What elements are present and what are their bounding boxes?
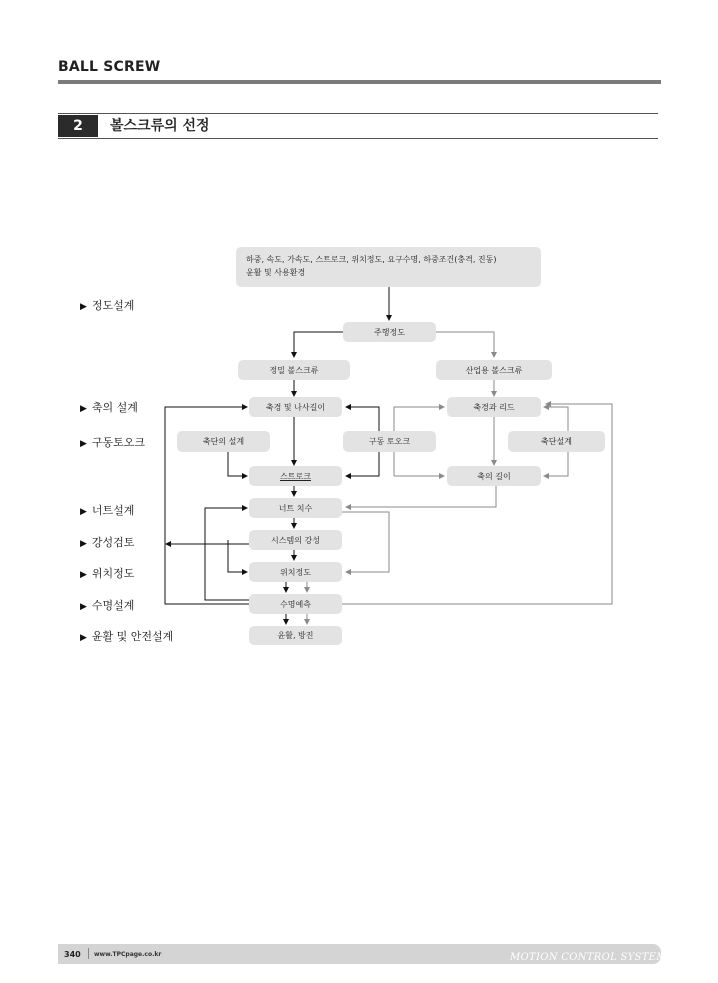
side-label-nut: ▶ 너트설계 [80, 504, 135, 517]
side-label-rigidity: ▶ 강성검토 [80, 536, 135, 549]
arrow-enddesign-right-to-lead [544, 452, 568, 476]
node-end-design-left: 축단의 설계 [177, 431, 270, 452]
arrow-accuracy-to-industrial [436, 332, 494, 357]
section-number: 2 [58, 115, 98, 137]
footer-separator [88, 948, 89, 959]
node-requirements [236, 247, 541, 287]
side-label-life: ▶ 수명설계 [80, 599, 135, 612]
loop-life-to-nut [205, 508, 249, 600]
triangle-bullet-icon: ▶ [80, 439, 87, 449]
node-shaft-length: 축의 길이 [447, 466, 541, 486]
header-title: BALL SCREW [58, 59, 161, 75]
loop-nut-to-position-gray [342, 512, 389, 572]
stroke-label: 스트로크 [280, 471, 311, 481]
node-life-estimate: 수명예측 [249, 594, 342, 614]
side-label-torque: ▶ 구동토오크 [80, 436, 146, 449]
triangle-bullet-icon: ▶ [80, 302, 87, 312]
side-label-shaft: ▶ 축의 설계 [80, 401, 138, 414]
side-label-lube: ▶ 윤활 및 안전설계 [80, 630, 174, 643]
node-diameter-lead: 축경과 리드 [447, 397, 541, 417]
node-system-rigidity: 시스템의 강성 [249, 530, 342, 550]
triangle-bullet-icon: ▶ [80, 404, 87, 414]
arrow-enddesign-to-stroke [228, 452, 247, 476]
arrow-accuracy-to-precision [294, 332, 343, 357]
node-drive-torque: 구동 토오크 [343, 431, 436, 452]
side-label-position: ▶ 위치정도 [80, 567, 135, 580]
triangle-bullet-icon: ▶ [80, 570, 87, 580]
node-stroke [249, 466, 342, 486]
triangle-bullet-icon: ▶ [80, 602, 87, 612]
side-label-accuracy: ▶ 정도설계 [80, 299, 135, 312]
arrow-enddesign-right-up [544, 407, 568, 431]
arrow-length-to-nut [346, 486, 496, 507]
node-diameter-pitch: 축경 및 나사길이 [249, 397, 342, 417]
loop-rigidity-to-position [228, 540, 247, 572]
triangle-bullet-icon: ▶ [80, 633, 87, 643]
footer-url: www.TPCpage.co.kr [94, 951, 162, 958]
triangle-bullet-icon: ▶ [80, 507, 87, 517]
page-number: 340 [64, 950, 81, 959]
arrow-torque-to-stroke [346, 452, 379, 476]
node-nut-dimension: 너트 치수 [249, 498, 342, 518]
requirements-line-1: 하중, 속도, 가속도, 스트로크, 위치정도, 요구수명, 하중조건(충격, 진동) [246, 255, 497, 264]
requirements-line-2: 윤활 및 사용환경 [246, 268, 306, 277]
arrow-torque-to-diameter [346, 407, 379, 431]
node-positioning: 위치정도 [249, 562, 342, 582]
node-end-design-right: 축단설계 [508, 431, 605, 452]
node-travel-accuracy: 주행정도 [343, 322, 436, 342]
node-industrial-screw: 산업용 볼스크류 [436, 360, 552, 380]
footer-brand: MOTION CONTROL SYSTEM [510, 952, 667, 963]
triangle-bullet-icon: ▶ [80, 539, 87, 549]
node-precision-screw: 정밀 볼스크류 [238, 360, 350, 380]
section-title: 볼스크류의 선정 [110, 118, 210, 134]
node-lube-dust: 윤활, 방진 [249, 626, 342, 645]
